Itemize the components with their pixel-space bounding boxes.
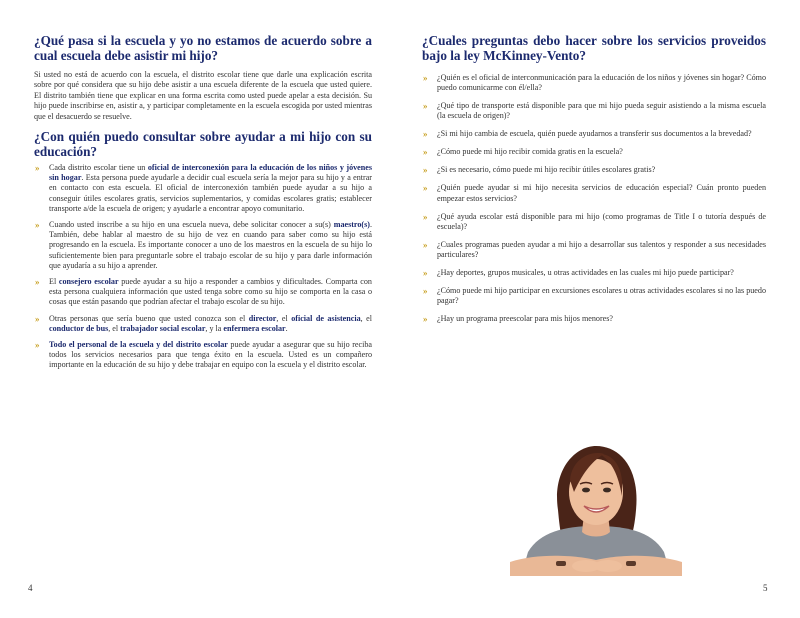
bullet-icon: » bbox=[35, 313, 40, 324]
question-item bbox=[422, 147, 766, 157]
question-item bbox=[422, 165, 766, 175]
list-item-liaison bbox=[34, 163, 372, 214]
item-text: . bbox=[285, 323, 288, 333]
smiling-girl-photo bbox=[500, 440, 690, 580]
bullet-icon: » bbox=[423, 129, 428, 140]
list-item-counselor bbox=[34, 277, 372, 308]
question-item bbox=[422, 183, 766, 203]
item-emphasis: oficial de asistencia bbox=[291, 313, 361, 323]
question-item bbox=[422, 101, 766, 121]
who-to-consult-heading: ¿Con quién puedo consultar sobre ayudar a mi hijo con su educación? bbox=[34, 129, 372, 159]
question-item bbox=[422, 240, 766, 260]
right-page-column bbox=[422, 34, 766, 332]
bullet-icon: » bbox=[423, 73, 428, 83]
bullet-icon: » bbox=[423, 239, 428, 250]
bullet-icon: » bbox=[423, 211, 428, 222]
item-emphasis: conductor de bus bbox=[49, 323, 109, 333]
page-number-left: 4 bbox=[28, 583, 33, 593]
question-text: ¿Cómo puede mi hijo participar en excursiones escolares u otras actividades escolares si no las puedo pagar? bbox=[437, 286, 766, 306]
question-text: ¿Quién es el oficial de interconmunicación para la educación de los niños y jóvenes sin hogar? Cómo puedo comunicarme con él/ella? bbox=[437, 73, 766, 93]
bullet-icon: » bbox=[423, 314, 428, 325]
question-text: ¿Qué ayuda escolar está disponible para mi hijo (como programas de Title I o tutoría después de escuela)? bbox=[437, 211, 766, 231]
page-number-right: 5 bbox=[763, 583, 768, 593]
bullet-icon: » bbox=[35, 277, 40, 288]
list-item-teacher bbox=[34, 220, 372, 271]
item-emphasis: maestro(s) bbox=[333, 220, 370, 230]
item-text: , y la bbox=[205, 323, 224, 333]
item-text: Otras personas que sería bueno que usted conozca son el bbox=[49, 313, 249, 323]
question-text: ¿Cuales programas pueden ayudar a mi hijo a desarrollar sus talentos y responder a sus necesidades particulares? bbox=[437, 239, 766, 260]
bullet-icon: » bbox=[423, 165, 428, 176]
question-item bbox=[422, 286, 766, 306]
question-item bbox=[422, 129, 766, 139]
question-item bbox=[422, 268, 766, 278]
item-emphasis: trabajador social escolar bbox=[120, 323, 206, 333]
list-item-other-staff bbox=[34, 314, 372, 334]
item-text: Cada distrito escolar tiene un bbox=[49, 163, 148, 173]
question-text: ¿Hay deportes, grupos musicales, u otras actividades en las cuales mi hijo puede participar? bbox=[437, 268, 734, 278]
bullet-icon: » bbox=[35, 163, 40, 174]
bullet-icon: » bbox=[423, 268, 428, 279]
item-emphasis: consejero escolar bbox=[58, 277, 119, 287]
bullet-icon: » bbox=[423, 147, 428, 158]
item-emphasis: oficial de interconexión para la educación de los niños y jóvenes sin hogar bbox=[49, 163, 372, 183]
bullet-icon: » bbox=[423, 183, 428, 194]
question-text: ¿Quién puede ayudar si mi hijo necesita servicios de educación especial? Cuán pronto pueden empezar estos servicios? bbox=[437, 183, 766, 203]
item-emphasis: enfermera escolar bbox=[223, 323, 286, 333]
item-emphasis: Todo el personal de la escuela y del distrito escolar bbox=[49, 340, 228, 350]
questions-list bbox=[422, 73, 766, 324]
item-emphasis: director bbox=[248, 313, 277, 323]
left-page-column bbox=[34, 34, 372, 377]
item-text: , el bbox=[108, 323, 121, 333]
item-text: . También, debe hablar al maestro de su hijo de vez en cuando para saber como su hijo está progresando en la escuela. Es importante conocer a uno de los maestros en la escuela de su hijo lo suficientemente bien para preguntarle sobre el trabajo escolar de su hijo y para darle información que ayudaría a su hijo a aprender. bbox=[49, 220, 372, 270]
item-text: , el bbox=[276, 313, 292, 323]
bullet-icon: » bbox=[35, 340, 40, 351]
item-text: puede ayudar a su hijo a responder a cambios y dificultades. Comparta con esta persona cualquiera información que usted tenga sobre como su hijo se comporta en la casa o cosas que están pasando que podrían afectar el trabajo escolar de su hijo. bbox=[49, 277, 372, 307]
question-item bbox=[422, 212, 766, 232]
question-text: ¿Hay un programa preescolar para mis hijos menores? bbox=[437, 314, 613, 324]
disagreement-paragraph: Si usted no está de acuerdo con la escuela, el distrito escolar tiene que darle una explicación escrita sobre por qué considera que su hijo debe asistir a una escuela diferente de la escuela que usted quiere. El distrito también tiene que explicar en una forma escrita como usted puede apelar a esta decisión. Su hijo puede inscribirse en, asistir a, y participar completamente en la escuela escogida por usted mientras que el desacuerdo se resuelve. bbox=[34, 70, 372, 121]
bullet-icon: » bbox=[423, 286, 428, 297]
questions-to-ask-heading: ¿Cuales preguntas debo hacer sobre los servicios proveidos bajo la ley McKinney-Vento? bbox=[422, 33, 766, 63]
item-text: El bbox=[49, 277, 59, 287]
question-item bbox=[422, 314, 766, 324]
question-item bbox=[422, 73, 766, 93]
question-text: ¿Qué tipo de transporte está disponible para que mi hijo pueda seguir asistiendo a la misma escuela (la escuela de origen)? bbox=[437, 101, 766, 121]
item-text: . Esta persona puede ayudarle a decidir cual escuela sería la mejor para su hijo y a entrar en contacto con esta escuela. El oficial de interconexión también puede ayudar a su hijo a conseguir útiles escolares gratis, servicios suplementarios, y comidas escolares gratis; establecer transporte a/de la escuela de origen; y ayudarle a encontrar apoyo comunitario. bbox=[49, 173, 372, 213]
question-text: ¿Cómo puede mi hijo recibir comida gratis en la escuela? bbox=[437, 147, 623, 157]
item-text: , el bbox=[360, 313, 372, 323]
question-school-disagreement-heading: ¿Qué pasa si la escuela y yo no estamos de acuerdo sobre a cual escuela debe asistir mi hijo? bbox=[34, 33, 372, 63]
bullet-icon: » bbox=[35, 220, 40, 231]
item-text: Cuando usted inscribe a su hijo en una escuela nueva, debe solicitar conocer a su(s) bbox=[49, 220, 334, 230]
item-text: puede ayudar a asegurar que su hijo reciba todos los servicios necesarios para que tenga éxito en la escuela. Usted es un compañero importante en la educación de su hijo y debe trabajar en equipo con la escuela y el distrito escolar. bbox=[49, 340, 373, 370]
consult-list bbox=[34, 163, 372, 371]
bullet-icon: » bbox=[423, 101, 428, 112]
question-text: ¿Si es necesario, cómo puede mi hijo recibir útiles escolares gratis? bbox=[437, 165, 656, 175]
list-item-all-staff bbox=[34, 340, 372, 371]
question-text: ¿Si mi hijo cambia de escuela, quién puede ayudarnos a transferir sus documentos a la brevedad? bbox=[437, 129, 752, 139]
